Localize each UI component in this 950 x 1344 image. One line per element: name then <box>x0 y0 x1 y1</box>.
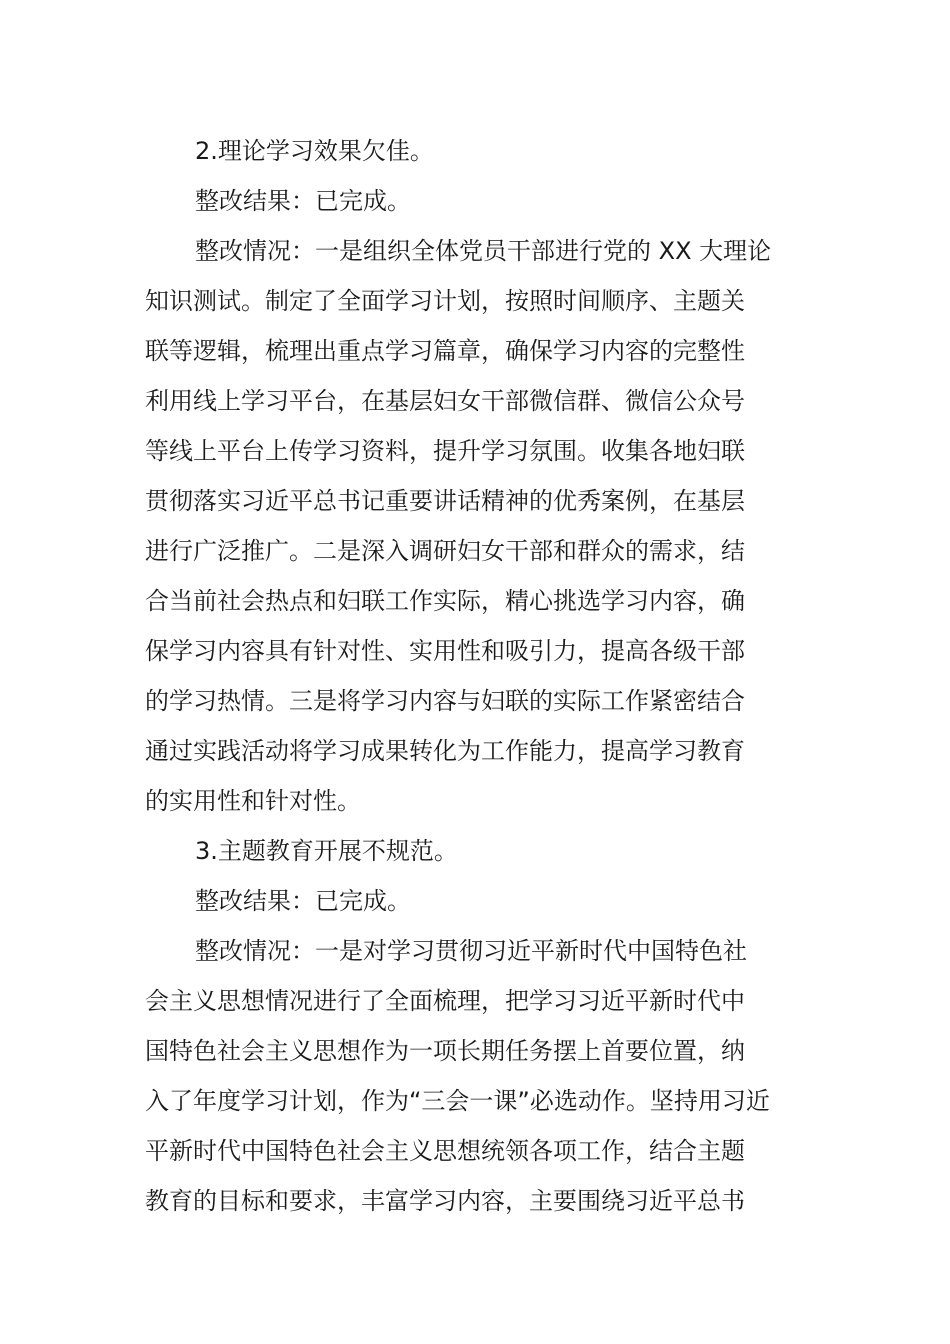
paragraph-line: 会主义思想情况进行了全面梳理，把学习习近平新时代中 <box>145 987 745 1015</box>
paragraph-line: 平新时代中国特色社会主义思想统领各项工作，结合主题 <box>145 1137 745 1165</box>
rectification-result-2: 整改结果：已完成。 <box>195 187 411 215</box>
paragraph-line: 联等逻辑，梳理出重点学习篇章，确保学习内容的完整性 <box>145 337 745 365</box>
paragraph-line: 进行广泛推广。二是深入调研妇女干部和群众的需求，结 <box>145 537 745 565</box>
paragraph-line: 利用线上学习平台，在基层妇女干部微信群、微信公众号 <box>145 387 745 415</box>
paragraph-line: 整改情况：一是组织全体党员干部进行党的 XX 大理论 <box>195 237 772 265</box>
paragraph-line: 的实用性和针对性。 <box>145 787 361 815</box>
paragraph-line: 合当前社会热点和妇联工作实际，精心挑选学习内容，确 <box>145 587 745 615</box>
paragraph-line: 通过实践活动将学习成果转化为工作能力，提高学习教育 <box>145 737 745 765</box>
paragraph-line: 知识测试。制定了全面学习计划，按照时间顺序、主题关 <box>145 287 745 315</box>
paragraph-line: 国特色社会主义思想作为一项长期任务摆上首要位置，纳 <box>145 1037 745 1065</box>
paragraph-line: 教育的目标和要求，丰富学习内容，主要围绕习近平总书 <box>145 1187 745 1215</box>
paragraph-line: 等线上平台上传学习资料，提升学习氛围。收集各地妇联 <box>145 437 745 465</box>
document-body <box>145 126 807 1226</box>
paragraph-line: 的学习热情。三是将学习内容与妇联的实际工作紧密结合 <box>145 687 745 715</box>
section-heading-3: 3.主题教育开展不规范。 <box>195 837 458 865</box>
paragraph-line: 贯彻落实习近平总书记重要讲话精神的优秀案例，在基层 <box>145 487 745 515</box>
rectification-result-3: 整改结果：已完成。 <box>195 887 411 915</box>
paragraph-line: 整改情况：一是对学习贯彻习近平新时代中国特色社 <box>195 937 747 965</box>
section-heading-2: 2.理论学习效果欠佳。 <box>195 137 434 165</box>
paragraph-line: 入了年度学习计划，作为“三会一课”必选动作。坚持用习近 <box>145 1087 770 1115</box>
paragraph-line: 保学习内容具有针对性、实用性和吸引力，提高各级干部 <box>145 637 745 665</box>
